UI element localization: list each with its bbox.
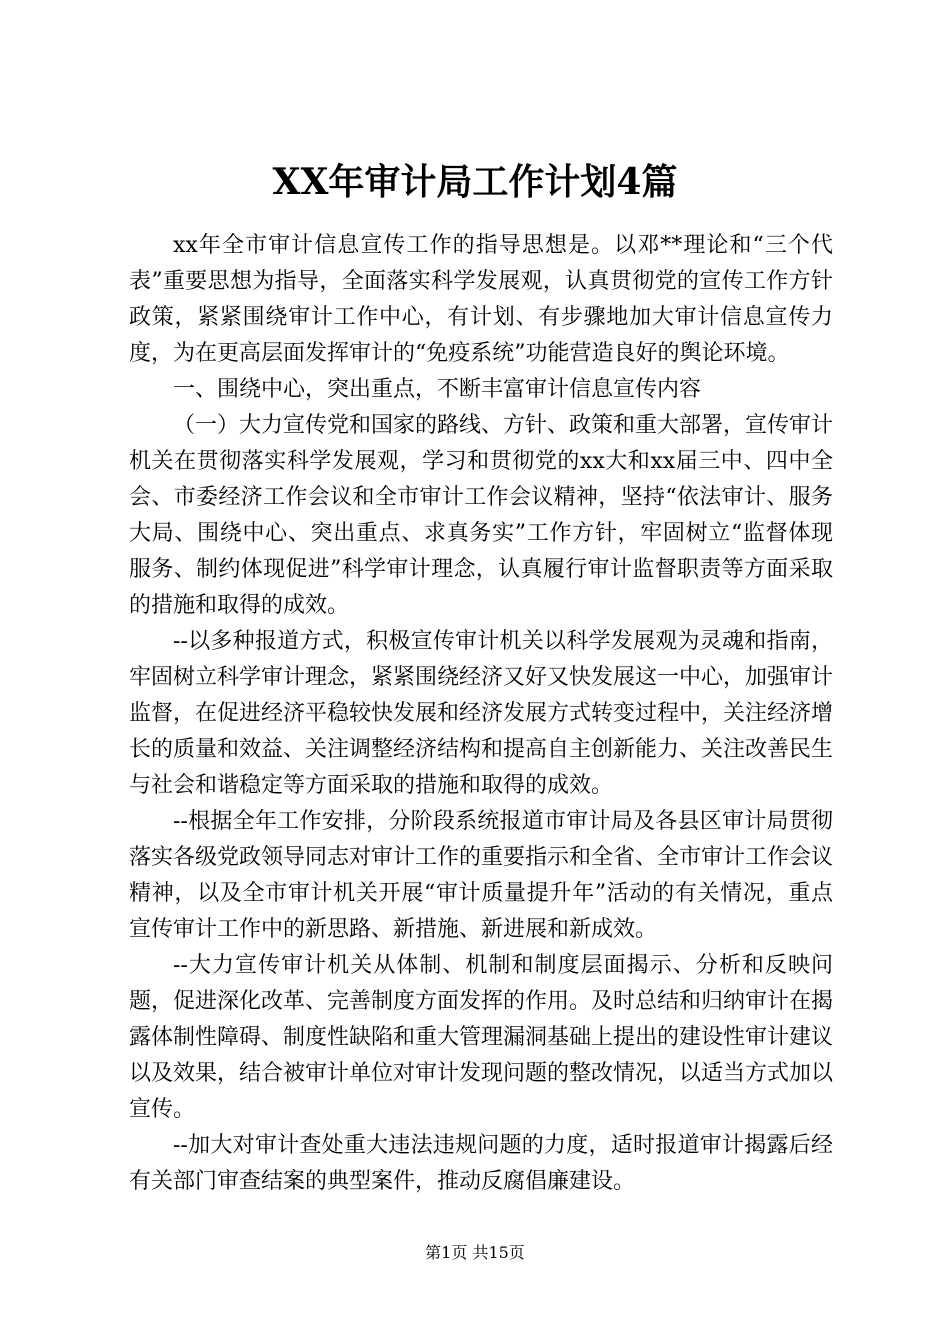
paragraph-guiding-idea: xx年全市审计信息宣传工作的指导思想是。以邓**理论和“三个代表”重要思想为指导，全面落实科学发展观，认真贯彻党的宣传工作方针政策，紧紧围绕审计工作中心，有计划、有步骤地加大审计信息宣传力度，为在更高层面发挥审计的“免疫系统”功能营造良好的舆论环境。 (129, 233, 833, 366)
paragraph-bullet-2: --根据全年工作安排，分阶段系统报道市审计局及各县区审计局贯彻落实各级党政领导同志对审计工作的重要指示和全省、全市审计工作会议精神，以及全市审计机关开展“审计质量提升年”活动的有关情况，重点宣传审计工作中的新思路、新措施、新进展和新成效。 (129, 809, 834, 942)
paragraph-bullet-3: --大力宣传审计机关从体制、机制和制度层面揭示、分析和反映问题，促进深化改革、完善制度方面发挥的作用。及时总结和归纳审计在揭露体制性障碍、制度性缺陷和重大管理漏洞基础上提出的建设性审计建议以及效果，结合被审计单位对审计发现问题的整改情况，以适当方式加以宣传。 (129, 953, 834, 1122)
document-title: XX年审计局工作计划4篇 (272, 161, 678, 203)
section-heading-1: 一、围绕中心，突出重点，不断丰富审计信息宣传内容 (173, 377, 702, 402)
paragraph-item-1: （一）大力宣传党和国家的路线、方针、政策和重大部署，宣传审计机关在贯彻落实科学发展观，学习和贯彻党的xx大和xx届三中、四中全会、市委经济工作会议和全市审计工作会议精神，坚持“依法审计、服务大局、围绕中心、突出重点、求真务实”工作方针，牢固树立“监督体现服务、制约体现促进”科学审计理念，认真履行审计监督职责等方面采取的措施和取得的成效。 (129, 413, 834, 618)
paragraph-bullet-4: --加大对审计查处重大违法违规问题的力度，适时报道审计揭露后经有关部门审查结案的典型案件，推动反腐倡廉建设。 (129, 1133, 833, 1194)
paragraph-bullet-1: --以多种报道方式，积极宣传审计机关以科学发展观为灵魂和指南，牢固树立科学审计理念，紧紧围绕经济又好又快发展这一中心，加强审计监督，在促进经济平稳较快发展和经济发展方式转变过程中，关注经济增长的质量和效益、关注调整经济结构和提高自主创新能力、关注改善民生与社会和谐稳定等方面采取的措施和取得的成效。 (129, 629, 834, 798)
document-body (129, 228, 833, 1200)
page-number-footer: 第1页 共15页 (425, 1243, 525, 1262)
